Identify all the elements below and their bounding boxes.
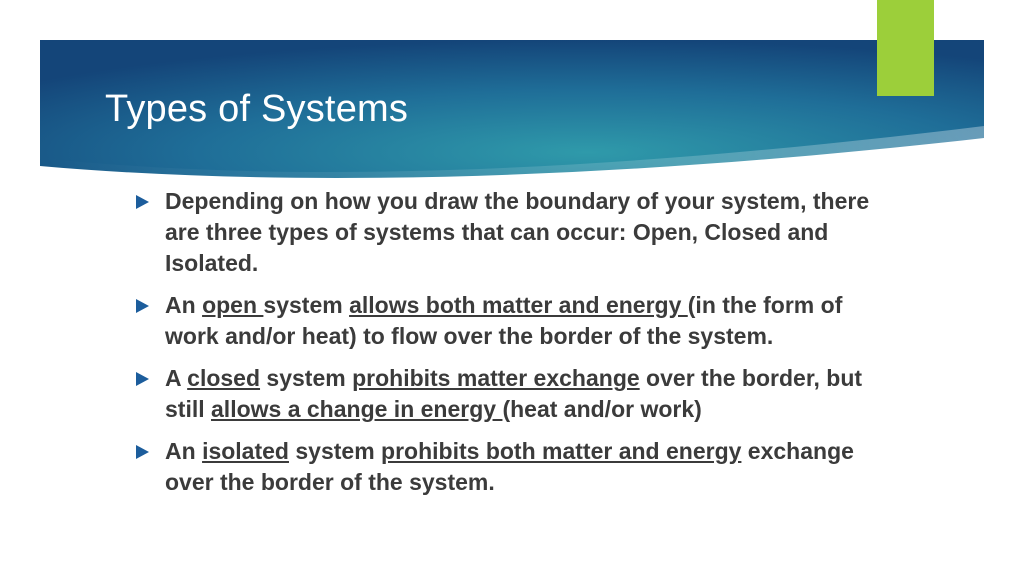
bullet-item (132, 363, 872, 425)
bullet-item (132, 290, 872, 352)
underlined-text: allows a change in energy (211, 396, 503, 422)
bullet-item (132, 186, 872, 279)
triangle-right-icon (136, 195, 149, 209)
bullet-text: An (165, 292, 203, 318)
underlined-text: prohibits matter exchange (352, 365, 640, 391)
bullet-list (132, 186, 872, 509)
bullet-text: system (288, 438, 382, 464)
triangle-right-icon (136, 299, 149, 313)
underlined-text: closed (187, 365, 261, 391)
bullet-text: A (165, 365, 188, 391)
bullet-text: exchange over the border of the system. (165, 438, 854, 495)
triangle-right-icon (136, 445, 149, 459)
underlined-text: prohibits both matter and energy (381, 438, 742, 464)
bullet-text: (in the form of work and/or heat) to flow over the border of the system. (165, 292, 843, 349)
green-accent-tab (877, 0, 934, 96)
bullet-text: system (263, 292, 350, 318)
slide-title: Types of Systems (105, 88, 409, 130)
underlined-text: open (202, 292, 264, 318)
bullet-text: Depending on how you draw the boundary of your system, there are three types of systems that can occur: Open, Closed and Isolated. (165, 188, 870, 276)
underlined-text: isolated (202, 438, 289, 464)
bullet-item (132, 436, 872, 498)
bullet-text: (heat and/or work) (502, 396, 702, 422)
underlined-text: allows both matter and energy (349, 292, 688, 318)
triangle-right-icon (136, 372, 149, 386)
bullet-text: system (260, 365, 353, 391)
bullet-text: An (165, 438, 203, 464)
bullet-text: over the border, but still (165, 365, 863, 422)
